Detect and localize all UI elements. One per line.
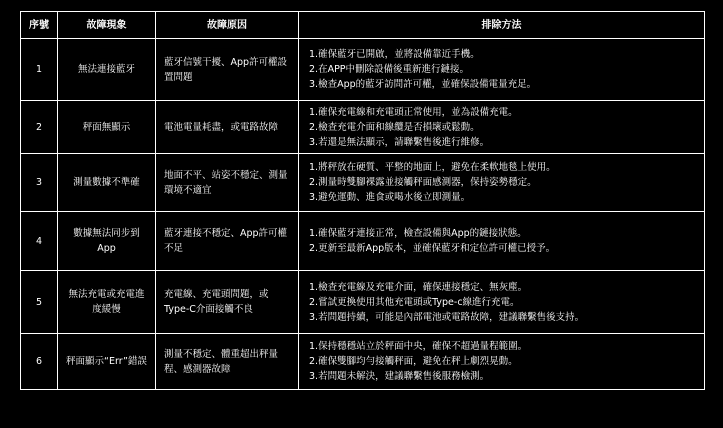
- table-row: [21, 334, 705, 390]
- row-solutions: [299, 154, 705, 212]
- row-cause: 充電線、充電頭問題，或Type-C介面接觸不良: [156, 271, 299, 334]
- troubleshooting-table: [20, 11, 705, 390]
- solution-step: 1.確保充電線和充電頭正常使用，並為設備充電。: [309, 106, 518, 118]
- header-index: 序號: [21, 12, 58, 39]
- solution-step: 1.檢查充電線及充電介面，確保連接穩定、無灰塵。: [309, 281, 528, 293]
- solution-step: 3.若問題持續，可能是內部電池或電路故障，建議聯繫售後支持。: [309, 311, 585, 323]
- solution-step: 1.將秤放在硬質、平整的地面上，避免在柔軟地毯上使用。: [309, 162, 556, 173]
- row-index: 4: [21, 212, 58, 271]
- table-row: [21, 271, 705, 334]
- header-symptom: 故障現象: [58, 12, 156, 39]
- header-row: [21, 12, 705, 39]
- row-symptom: 秤面顯示“Err”錯誤: [58, 334, 156, 390]
- row-solutions: [299, 271, 705, 334]
- table-row: [21, 212, 705, 271]
- row-solutions: [299, 212, 705, 271]
- row-cause: 電池電量耗盡，或電路故障: [156, 101, 299, 154]
- table-row: [21, 101, 705, 154]
- row-index: 3: [21, 154, 58, 212]
- solution-step: 2.更新至最新App版本，並確保藍牙和定位許可權已授予。: [309, 243, 556, 254]
- row-symptom: 無法連接藍牙: [58, 39, 156, 101]
- row-solutions: [299, 39, 705, 101]
- solution-step: 2.測量時雙腳裸露並接觸秤面感測器，保持姿勢穩定。: [309, 177, 537, 188]
- troubleshooting-table-wrapper: [20, 11, 705, 390]
- solution-step: 1.保持穩穩站立於秤面中央，確保不超過量程範圍。: [309, 341, 528, 352]
- row-cause: 測量不穩定、體重超出秤量程、感測器故障: [156, 334, 299, 390]
- row-symptom: 數據無法同步到App: [58, 212, 156, 271]
- solution-step: 2.檢查充電介面和線纜是否損壞或鬆動。: [309, 121, 480, 133]
- solution-step: 3.檢查App的藍牙訪問許可權，並確保設備電量充足。: [309, 79, 537, 90]
- table-row: [21, 39, 705, 101]
- solution-step: 3.若還是無法顯示，請聯繫售後進行維修。: [309, 136, 490, 148]
- solution-step: 3.避免運動、進食或喝水後立即測量。: [309, 192, 471, 203]
- solution-step: 2.在APP中刪除設備後重新進行鏈接。: [309, 64, 470, 75]
- row-index: 2: [21, 101, 58, 154]
- solution-step: 1.確保藍牙已開啟，並將設備靠近手機。: [309, 49, 480, 60]
- row-cause: 藍牙連接不穩定、App許可權不足: [156, 212, 299, 271]
- row-symptom: 秤面無顯示: [58, 101, 156, 154]
- row-symptom: 無法充電或充電進度緩慢: [58, 271, 156, 334]
- row-symptom: 測量數據不準確: [58, 154, 156, 212]
- table-row: [21, 154, 705, 212]
- row-cause: 藍牙信號干擾、App許可權設置問題: [156, 39, 299, 101]
- solution-step: 2.確保雙腳均勻接觸秤面，避免在秤上劇烈晃動。: [309, 356, 518, 367]
- solution-step: 2.嘗試更換使用其他充電頭或Type-c線進行充電。: [309, 296, 520, 308]
- row-index: 1: [21, 39, 58, 101]
- row-index: 5: [21, 271, 58, 334]
- row-solutions: [299, 334, 705, 390]
- header-solution: 排除方法: [299, 12, 705, 39]
- row-cause: 地面不平、站姿不穩定、測量環境不適宜: [156, 154, 299, 212]
- row-index: 6: [21, 334, 58, 390]
- row-solutions: [299, 101, 705, 154]
- solution-step: 1.確保藍牙連接正常，檢查設備與App的鏈接狀態。: [309, 228, 527, 239]
- header-cause: 故障原因: [156, 12, 299, 39]
- solution-step: 3.若問題未解決，建議聯繫售後服務檢測。: [309, 371, 490, 382]
